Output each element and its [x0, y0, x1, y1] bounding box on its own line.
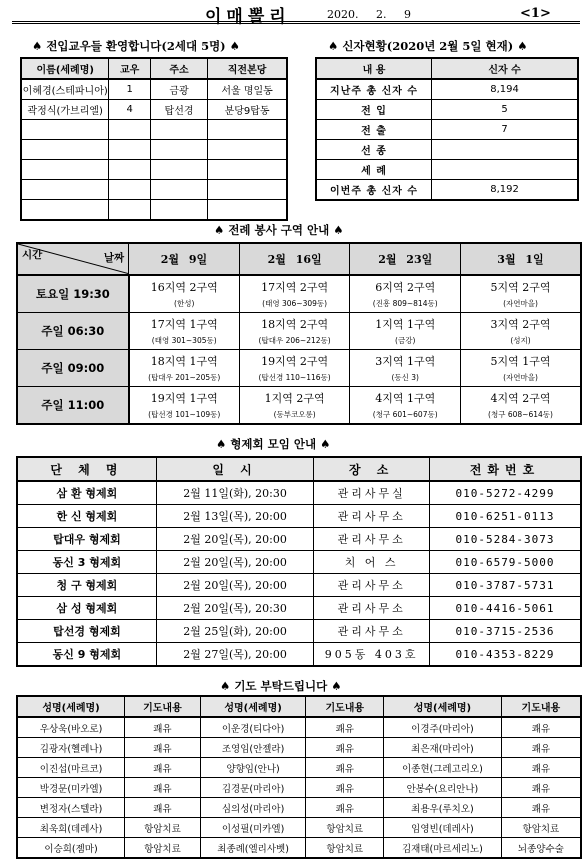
service-date: 2월 16일 [239, 243, 350, 275]
service-district: 1지역 1구역 [375, 318, 436, 331]
person-name: 조영임(안젤라) [200, 738, 306, 758]
meeting-place: 관리사무소 [314, 574, 430, 597]
person-name: 변정자(스텔라) [17, 798, 125, 818]
person-name: 심의성(마리아) [200, 798, 306, 818]
meeting-datetime: 2월 27일(목), 20:00 [156, 643, 313, 667]
service-district: 4지역 2구역 [490, 392, 551, 405]
table-row [17, 551, 581, 574]
stat-label: 이번주 총 신자 수 [316, 180, 432, 201]
newcomers-table [20, 57, 288, 221]
corner-cell [17, 243, 129, 275]
prev-parish-cell: 서울 명일동 [208, 79, 287, 100]
stat-value [432, 140, 578, 160]
table-row [17, 778, 581, 798]
prayer-intention: 쾌유 [306, 717, 384, 738]
service-cell [350, 275, 461, 313]
phone-number: 010-6251-0113 [430, 505, 581, 528]
person-name: 이승희(젬마) [17, 838, 125, 859]
table-row [316, 180, 578, 201]
table-row [17, 387, 581, 425]
col-prayer: 기도내용 [501, 696, 581, 717]
mass-time: 주일 09:00 [17, 350, 129, 387]
service-location: (동신 3) [391, 373, 419, 382]
prayer-intention: 쾌유 [306, 778, 384, 798]
person-name: 이운경(티다아) [200, 717, 306, 738]
service-district: 3지역 1구역 [375, 355, 436, 368]
service-district: 16지역 2구역 [150, 281, 218, 294]
group-name: 한 신 형제회 [17, 505, 156, 528]
name-cell [21, 140, 109, 160]
corner-date-label: 날짜 [103, 252, 125, 264]
prev-parish-cell [208, 180, 287, 200]
prayer-intention: 쾌유 [501, 778, 581, 798]
meetings-title: ♠ 형제회 모임 안내 ♠ [216, 437, 331, 451]
table-row [21, 140, 287, 160]
table-row [17, 275, 581, 313]
address-cell: 금광 [150, 79, 207, 100]
prayer-intention: 쾌유 [501, 798, 581, 818]
service-location: (탑대우 201~205동) [148, 373, 221, 382]
address-cell [150, 120, 207, 140]
service-cell [239, 275, 350, 313]
meeting-place: 관리사무실 [314, 481, 430, 505]
service-location: (태영 301~305동) [151, 336, 217, 345]
prayer-intention: 쾌유 [125, 738, 201, 758]
service-cell [461, 313, 582, 350]
service-location: (탑대우 206~212동) [258, 336, 331, 345]
meeting-datetime: 2월 13일(목), 20:00 [156, 505, 313, 528]
meeting-datetime: 2월 11일(화), 20:30 [156, 481, 313, 505]
service-location: (금강) [395, 336, 416, 345]
service-location: (탑선경 101~109동) [148, 410, 221, 419]
service-district: 6지역 2구역 [375, 281, 436, 294]
table-row [17, 313, 581, 350]
meeting-place: 관리사무소 [314, 528, 430, 551]
col-name: 성명(세례명) [200, 696, 306, 717]
address-cell: 탑선경 [150, 100, 207, 120]
service-location: (청구 601~607동) [372, 410, 438, 419]
service-cell [129, 350, 240, 387]
service-location: (성지) [510, 336, 531, 345]
person-name: 최용우(루치오) [384, 798, 502, 818]
service-cell [461, 350, 582, 387]
service-cell [129, 313, 240, 350]
col-prayer: 기도내용 [306, 696, 384, 717]
service-location: (청구 608~614동) [488, 410, 553, 419]
stat-label: 세 례 [316, 160, 432, 180]
table-row [17, 738, 581, 758]
table-row [17, 597, 581, 620]
page-number: <1> [520, 6, 551, 21]
person-name: 임영빈(데레사) [384, 818, 502, 838]
phone-number: 010-5272-4299 [430, 481, 581, 505]
prayer-intention: 쾌유 [306, 798, 384, 818]
service-cell [461, 275, 582, 313]
meeting-datetime: 2월 20일(목), 20:00 [156, 551, 313, 574]
prayer-intention: 항암치료 [501, 818, 581, 838]
mass-time: 주일 11:00 [17, 387, 129, 425]
service-cell [129, 275, 240, 313]
person-name: 안봉수(요리안나) [384, 778, 502, 798]
count-cell [109, 120, 150, 140]
name-cell [21, 120, 109, 140]
stat-value: 8,192 [432, 180, 578, 201]
service-location: (태영 306~309동) [262, 299, 328, 308]
service-district: 5지역 2구역 [490, 281, 551, 294]
stat-value [432, 160, 578, 180]
prev-parish-cell: 분당9탑동 [208, 100, 287, 120]
name-cell: 곽정식(가브리엘) [21, 100, 109, 120]
service-table [16, 242, 582, 425]
col-count: 교우 [109, 58, 150, 79]
prayer-intention: 항암치료 [125, 818, 201, 838]
mass-time: 토요일 19:30 [17, 275, 129, 313]
service-cell [239, 313, 350, 350]
col-name: 이름(세례명) [21, 58, 109, 79]
col-members: 신자 수 [432, 58, 578, 79]
phone-number: 010-4353-8229 [430, 643, 581, 667]
meeting-datetime: 2월 20일(목), 20:30 [156, 597, 313, 620]
stat-label: 전 입 [316, 100, 432, 120]
service-date: 2월 23일 [350, 243, 461, 275]
service-location: (탑선경 110~116동) [258, 373, 331, 382]
newcomers-title: ♠ 전입교우들 환영합니다(2세대 5명) ♠ [32, 39, 240, 53]
count-cell [109, 180, 150, 200]
group-name: 삼 환 형제회 [17, 481, 156, 505]
prev-parish-cell [208, 120, 287, 140]
service-date: 3월 1일 [461, 243, 582, 275]
table-row [316, 140, 578, 160]
table-row [17, 643, 581, 667]
table-row [316, 79, 578, 100]
table-row [316, 120, 578, 140]
meeting-place: 관리사무소 [314, 505, 430, 528]
table-row [17, 481, 581, 505]
prayer-intention: 항암치료 [306, 818, 384, 838]
meeting-place: 관리사무소 [314, 620, 430, 643]
service-cell [129, 387, 240, 425]
table-row [17, 574, 581, 597]
bulletin-title: 이매뽈리 [205, 7, 291, 27]
meeting-place: 치 어 스 [314, 551, 430, 574]
table-row [17, 620, 581, 643]
service-location: (자연마을) [503, 299, 538, 308]
meetings-table [16, 456, 582, 667]
service-district: 19지역 1구역 [150, 392, 218, 405]
service-cell [350, 313, 461, 350]
service-location: (진흥 809~814동) [372, 299, 438, 308]
group-name: 동신 9 형제회 [17, 643, 156, 667]
phone-number: 010-4416-5061 [430, 597, 581, 620]
prayer-intention: 쾌유 [501, 717, 581, 738]
address-cell [150, 200, 207, 221]
meeting-place: 905동 403호 [314, 643, 430, 667]
person-name: 최은재(마리아) [384, 738, 502, 758]
service-cell [461, 387, 582, 425]
person-name: 김경문(마리아) [200, 778, 306, 798]
service-cell [239, 350, 350, 387]
col-datetime: 일 시 [156, 457, 313, 481]
count-cell: 1 [109, 79, 150, 100]
meeting-datetime: 2월 25일(화), 20:00 [156, 620, 313, 643]
service-district: 3지역 2구역 [490, 318, 551, 331]
meeting-datetime: 2월 20일(목), 20:00 [156, 574, 313, 597]
prayer-intention: 쾌유 [125, 758, 201, 778]
service-district: 17지역 1구역 [150, 318, 218, 331]
prayer-intention: 항암치료 [306, 838, 384, 859]
person-name: 이경주(마리아) [384, 717, 502, 738]
prayer-intention: 쾌유 [306, 758, 384, 778]
stats-title: ♠ 신자현황(2020년 2월 5일 현재) ♠ [328, 39, 528, 53]
group-name: 청 구 형제회 [17, 574, 156, 597]
prev-parish-cell [208, 140, 287, 160]
group-name: 삼 성 형제회 [17, 597, 156, 620]
stat-label: 전 출 [316, 120, 432, 140]
table-row [17, 505, 581, 528]
group-name: 탑선경 형제회 [17, 620, 156, 643]
service-district: 18지역 1구역 [150, 355, 218, 368]
person-name: 김광자(헬레나) [17, 738, 125, 758]
prayer-intention: 항암치료 [125, 838, 201, 859]
table-row [21, 200, 287, 221]
address-cell [150, 180, 207, 200]
mass-time: 주일 06:30 [17, 313, 129, 350]
person-name: 최종례(엘리사벳) [200, 838, 306, 859]
phone-number: 010-5284-3073 [430, 528, 581, 551]
table-row [316, 160, 578, 180]
prayer-title: ♠ 기도 부탁드립니다 ♠ [220, 679, 342, 693]
service-date: 2월 9일 [129, 243, 240, 275]
group-name: 탑대우 형제회 [17, 528, 156, 551]
person-name: 이진섭(마르코) [17, 758, 125, 778]
service-district: 1지역 2구역 [264, 392, 325, 405]
corner-time-label: 시간 [22, 249, 43, 261]
table-row [21, 100, 287, 120]
name-cell: 이혜경(스테파니아) [21, 79, 109, 100]
service-district: 18지역 2구역 [261, 318, 329, 331]
col-name: 성명(세례명) [384, 696, 502, 717]
col-phone: 전화번호 [430, 457, 581, 481]
address-cell [150, 160, 207, 180]
table-row [21, 79, 287, 100]
name-cell [21, 180, 109, 200]
meeting-place: 관리사무소 [314, 597, 430, 620]
prayer-intention: 쾌유 [306, 738, 384, 758]
stat-value: 7 [432, 120, 578, 140]
header-divider [12, 21, 580, 24]
stat-label: 선 종 [316, 140, 432, 160]
col-name: 성명(세례명) [17, 696, 125, 717]
person-name: 이성필(미카엘) [200, 818, 306, 838]
service-location: (한성) [174, 299, 195, 308]
count-cell [109, 200, 150, 221]
table-row [17, 350, 581, 387]
col-prev-parish: 직전본당 [208, 58, 287, 79]
table-row [17, 798, 581, 818]
address-cell [150, 140, 207, 160]
table-row [17, 717, 581, 738]
group-name: 동신 3 형제회 [17, 551, 156, 574]
table-row [21, 160, 287, 180]
col-prayer: 기도내용 [125, 696, 201, 717]
stats-table [315, 57, 579, 201]
stat-label: 지난주 총 신자 수 [316, 79, 432, 100]
phone-number: 010-6579-5000 [430, 551, 581, 574]
name-cell [21, 160, 109, 180]
phone-number: 010-3715-2536 [430, 620, 581, 643]
person-name: 최욱희(데레사) [17, 818, 125, 838]
count-cell: 4 [109, 100, 150, 120]
name-cell [21, 200, 109, 221]
service-title: ♠ 전례 봉사 구역 안내 ♠ [214, 223, 344, 237]
prayer-intention: 쾌유 [501, 738, 581, 758]
prayer-intention: 쾌유 [125, 778, 201, 798]
person-name: 이종현(그레고리오) [384, 758, 502, 778]
prayer-intention: 쾌유 [125, 717, 201, 738]
table-row [316, 100, 578, 120]
service-location: (자연마을) [503, 373, 538, 382]
service-cell [350, 387, 461, 425]
stat-value: 5 [432, 100, 578, 120]
service-district: 4지역 1구역 [375, 392, 436, 405]
person-name: 우상욱(바오로) [17, 717, 125, 738]
phone-number: 010-3787-5731 [430, 574, 581, 597]
col-place: 장 소 [314, 457, 430, 481]
table-row [21, 120, 287, 140]
col-group: 단 체 명 [17, 457, 156, 481]
stat-value: 8,194 [432, 79, 578, 100]
count-cell [109, 160, 150, 180]
table-row [17, 758, 581, 778]
count-cell [109, 140, 150, 160]
prayer-table [16, 695, 582, 859]
service-district: 17지역 2구역 [261, 281, 329, 294]
col-content: 내 용 [316, 58, 432, 79]
prayer-intention: 쾌유 [501, 758, 581, 778]
prayer-intention: 쾌유 [125, 798, 201, 818]
prayer-intention: 뇌종양수술 [501, 838, 581, 859]
person-name: 김재태(마르세리노) [384, 838, 502, 859]
table-row [21, 180, 287, 200]
table-row [17, 528, 581, 551]
service-district: 19지역 2구역 [261, 355, 329, 368]
person-name: 박경문(미카엘) [17, 778, 125, 798]
issue-date: 2020. 2. 9 [327, 8, 411, 21]
table-row [17, 818, 581, 838]
prev-parish-cell [208, 160, 287, 180]
person-name: 양향임(안나) [200, 758, 306, 778]
prev-parish-cell [208, 200, 287, 221]
table-row [17, 838, 581, 859]
meeting-datetime: 2월 20일(목), 20:00 [156, 528, 313, 551]
col-address: 주소 [150, 58, 207, 79]
service-cell [350, 350, 461, 387]
service-district: 5지역 1구역 [490, 355, 551, 368]
service-location: (동부코오롱) [273, 410, 316, 419]
service-cell [239, 387, 350, 425]
